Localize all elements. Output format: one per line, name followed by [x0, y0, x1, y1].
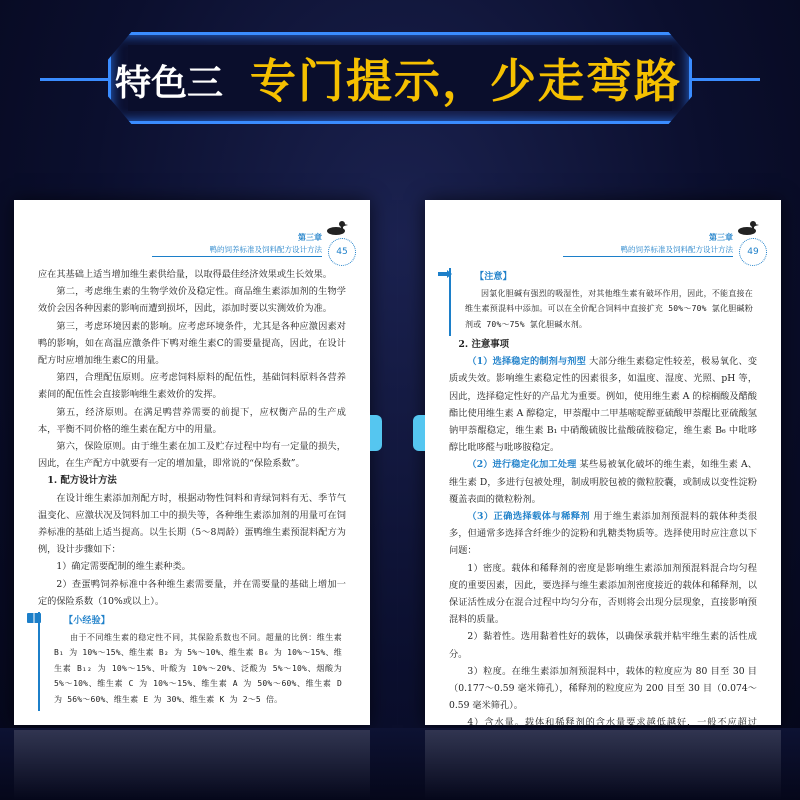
note-text: 因氯化胆碱有强烈的吸湿性，对其他维生素有破坏作用，因此，不能直接在维生素预混料中添加。可以在全价配合饲料中直接扩充 50%～70% 氯化胆碱粉剂或 70%～75% 氯化胆碱水剂。 [465, 288, 753, 329]
sub-item: 3）粒度。在维生素添加剂预混料中，载体的粒度应为 80 目至 30 目（0.177～0.59 毫米筛孔），稀释剂的粒度应为 200 目至 30 目（0.074～0.59 毫米筛孔）。 [449, 665, 757, 712]
book-icon [26, 612, 42, 624]
paragraph: 应在其基础上适当增加维生素供给量，以取得最佳经济效果或生长效果。 [38, 269, 332, 280]
page-body [449, 266, 757, 749]
page-edge-tab-right [413, 415, 425, 451]
page-reflection-left [14, 730, 370, 800]
feature-label: 特色三 [114, 63, 223, 104]
paragraph: 第四，合理配伍原则。应考虑饲料原料的配伍性，基础饲料原料各营养素间的配伍性会直接影响维生素效价的发挥。 [38, 372, 346, 401]
book-page-right [425, 200, 781, 729]
chapter-label: 第三章 [298, 233, 322, 242]
page-reflection-right [425, 730, 781, 800]
page-header [513, 218, 773, 258]
section-title: 鸭的饲养标准及饲料配方设计方法 [209, 245, 322, 254]
duck-icon [737, 218, 759, 236]
page-header [102, 218, 362, 258]
chapter-label: 第三章 [709, 233, 733, 242]
item-label: （3）正确选择载体与稀释剂 [467, 511, 591, 523]
section-heading: 1. 配方设计方法 [47, 475, 117, 487]
duck-icon [326, 218, 348, 236]
sub-item: 1）密度。载体和稀释剂的密度是影响维生素添加剂预混料混合均匀程度的重要因素，因此，要选择与维生素添加剂密度接近的载体和稀释剂，以保证活性成分在混合过程中均匀分布，否则将会出现分层现象，直接影响预混料的质量。 [449, 562, 757, 626]
paragraph: 第三，考虑环境因素的影响。应考虑环境条件，尤其是各种应激因素对鸭的影响，如在高温应激条件下鸭对维生素C的需要量提高，因此，在设计配方时应增加维生素C的用量。 [38, 320, 346, 367]
item-label: （2）进行稳定化加工处理 [467, 459, 577, 471]
item-text: 用于维生素添加剂预混料的载体种类很多，但通常多选择含纤维少的淀粉和乳糖类物质等。选择使用时应注意以下问题： [449, 511, 758, 557]
item-label: （1）选择稳定的制剂与剂型 [467, 356, 586, 368]
page-number: 49 [739, 238, 767, 266]
list-item [449, 353, 757, 456]
feature-title: 专门提示，少走弯路 [250, 54, 682, 108]
list-item [449, 508, 757, 560]
tip-text: 由于不同维生素的稳定性不同，其保险系数也不同。超量的比例：维生素 B₁ 为 10%～15%、维生素 B₂ 为 5%～10%、维生素 B₆ 为 10%～15%、维生素 B₁₂ 为 10%～15%、叶酸为 10%～20%、泛酸为 5%～10%、烟酸为 5%～10%、维生素 C 为 10%～15%、维生素 A 为 50%～60%、维生素 D 为 56%～60%、维生素 E 为 30%、维生素 K 为 2～5 倍。 [54, 632, 342, 704]
page-edge-tab-left [370, 415, 382, 451]
page-body [38, 266, 346, 711]
list-item [449, 456, 757, 508]
banner-decoration-right [690, 78, 760, 81]
pointing-hand-icon [437, 268, 453, 280]
sub-item: 2）黏着性。选用黏着性好的载体，以确保承载并粘牢维生素的活性成分。 [449, 631, 757, 660]
note-title: 【注意】 [475, 272, 512, 282]
paragraph: 2）查蛋鸭饲养标准中各种维生素需要量，并在需要量的基础上增加一定的保险系数（10%或以上）。 [38, 578, 346, 607]
paragraph: 第五，经济原则。在满足鸭营养需要的前提下，应权衡产品的生产成本，平衡不同价格的维生素在配方中的用量。 [38, 406, 346, 435]
header-divider [563, 256, 733, 257]
tip-box [38, 612, 346, 711]
banner-decoration-left [40, 78, 110, 81]
paragraph: 在设计维生素添加剂配方时，根据动物性饲料和青绿饲料有无、季节气温变化、应激状况及饲料加工中的损失等，各种维生素添加剂的用量可在饲养标准的基础上适当提高。以生长期（5～8周龄）蛋鸭维生素预混料配方为例，设计步骤如下： [38, 492, 346, 556]
note-box [449, 268, 757, 336]
section-heading: 2. 注意事项 [458, 339, 509, 350]
page-number: 45 [328, 238, 356, 266]
sub-item: 4）含水量。载体和稀释剂的含水量要求越低越好，一般不应超过 [467, 717, 757, 729]
paragraph: 第二，考虑维生素的生物学效价及稳定性。商品维生素添加剂的生物学效价会因各种因素的影响而遭到损坏，因此，添加时要以实测效价为准。 [38, 286, 346, 315]
paragraph: 第六，保险原则。由于维生素在加工及贮存过程中均有一定量的损失，因此，在生产配方中就要有一定的增加量，即常说的“保险系数”。 [38, 441, 346, 470]
tip-title: 【小经验】 [64, 616, 111, 627]
header-divider [152, 256, 322, 257]
paragraph: 1）确定需要配制的维生素种类。 [56, 561, 191, 573]
item-text: 某些易被氧化破坏的维生素，如维生素 A、维生素 D，多进行包被处理，制成明胶包被的微粒胶囊，或制成以变性淀粉覆盖表面的微粒粉剂。 [449, 459, 757, 505]
book-page-left [14, 200, 370, 725]
item-text: 大部分维生素稳定性较差，极易氧化、变质或失效。影响维生素稳定性的因素很多，如温度、湿度、光照、pH 等，因此，选择稳定性好的产品尤为重要。例如，使用维生素 A 的棕榈酸及醋酸酯比使用维生素 A 醇稳定，甲萘醌中二甲基嘧啶醇亚硫酸甲萘醌比亚硫酸氢钠甲萘醌稳定，维生素 B₁ 中硝酸硫胺比盐酸硫胺稳定，维生素 B₆ 中吡哆醇比吡哆醛与吡哆胺稳定。 [449, 356, 758, 454]
section-title: 鸭的饲养标准及饲料配方设计方法 [620, 245, 733, 254]
